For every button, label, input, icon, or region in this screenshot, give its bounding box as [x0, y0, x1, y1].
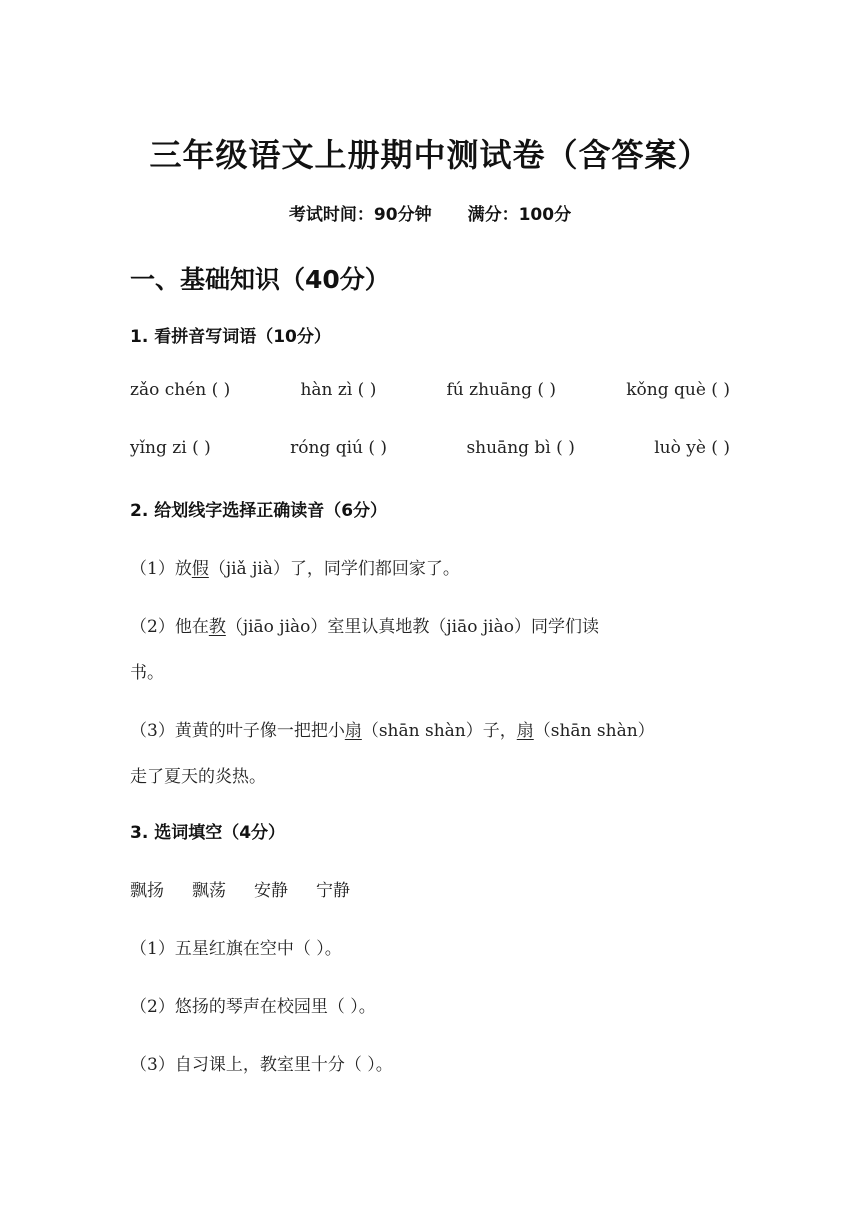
pinyin-item: zǎo chén ( ): [130, 380, 231, 400]
word-option: 飘扬: [130, 881, 164, 901]
q2-item-3: （3）黄黄的叶子像一把把小扇（shān shàn）子，扇（shān shàn）: [130, 721, 655, 741]
q3-item-1: （1）五星红旗在空中（ ）。: [130, 939, 342, 959]
q2-item-3-continued: 走了夏天的炎热。: [130, 767, 266, 787]
word-bank: [130, 876, 350, 901]
underlined-char: 扇: [516, 721, 534, 741]
exam-info: [0, 200, 860, 225]
word-option: 宁静: [316, 881, 350, 901]
q3-item-2: （2）悠扬的琴声在校园里（ ）。: [130, 997, 376, 1017]
pinyin-row-2: [130, 438, 730, 458]
page-title: 三年级语文上册期中测试卷（含答案）: [149, 136, 711, 174]
word-option: 安静: [254, 881, 288, 901]
q3-item-3: （3）自习课上，教室里十分（ ）。: [130, 1055, 393, 1075]
pinyin-item: yǐng zi ( ): [130, 438, 211, 458]
word-option: 飘荡: [192, 881, 226, 901]
q2-item-1: （1）放假（jiǎ jià）了，同学们都回家了。: [130, 559, 460, 579]
question-2-heading: 2. 给划线字选择正确读音（6分）: [130, 501, 388, 521]
exam-time: 考试时间：90分钟: [288, 205, 432, 225]
underlined-char: 扇: [344, 721, 362, 741]
underlined-char: 教: [208, 617, 226, 637]
section-heading: 一、基础知识（40分）: [130, 265, 390, 294]
pinyin-item: róng qiú ( ): [290, 438, 388, 458]
q2-item-2-continued: 书。: [130, 663, 164, 683]
underlined-char: 假: [191, 559, 209, 579]
question-1-heading: 1. 看拼音写词语（10分）: [130, 327, 331, 347]
pinyin-item: shuāng bì ( ): [466, 438, 575, 458]
pinyin-row-1: [130, 380, 730, 400]
pinyin-item: luò yè ( ): [654, 438, 730, 458]
pinyin-item: kǒng què ( ): [626, 380, 730, 400]
exam-score: 满分：100分: [467, 205, 572, 225]
pinyin-item: hàn zì ( ): [300, 380, 377, 400]
pinyin-item: fú zhuāng ( ): [446, 380, 557, 400]
q2-item-2: （2）他在教（jiāo jiào）室里认真地教（jiāo jiào）同学们读: [130, 617, 599, 637]
question-3-heading: 3. 选词填空（4分）: [130, 823, 286, 843]
